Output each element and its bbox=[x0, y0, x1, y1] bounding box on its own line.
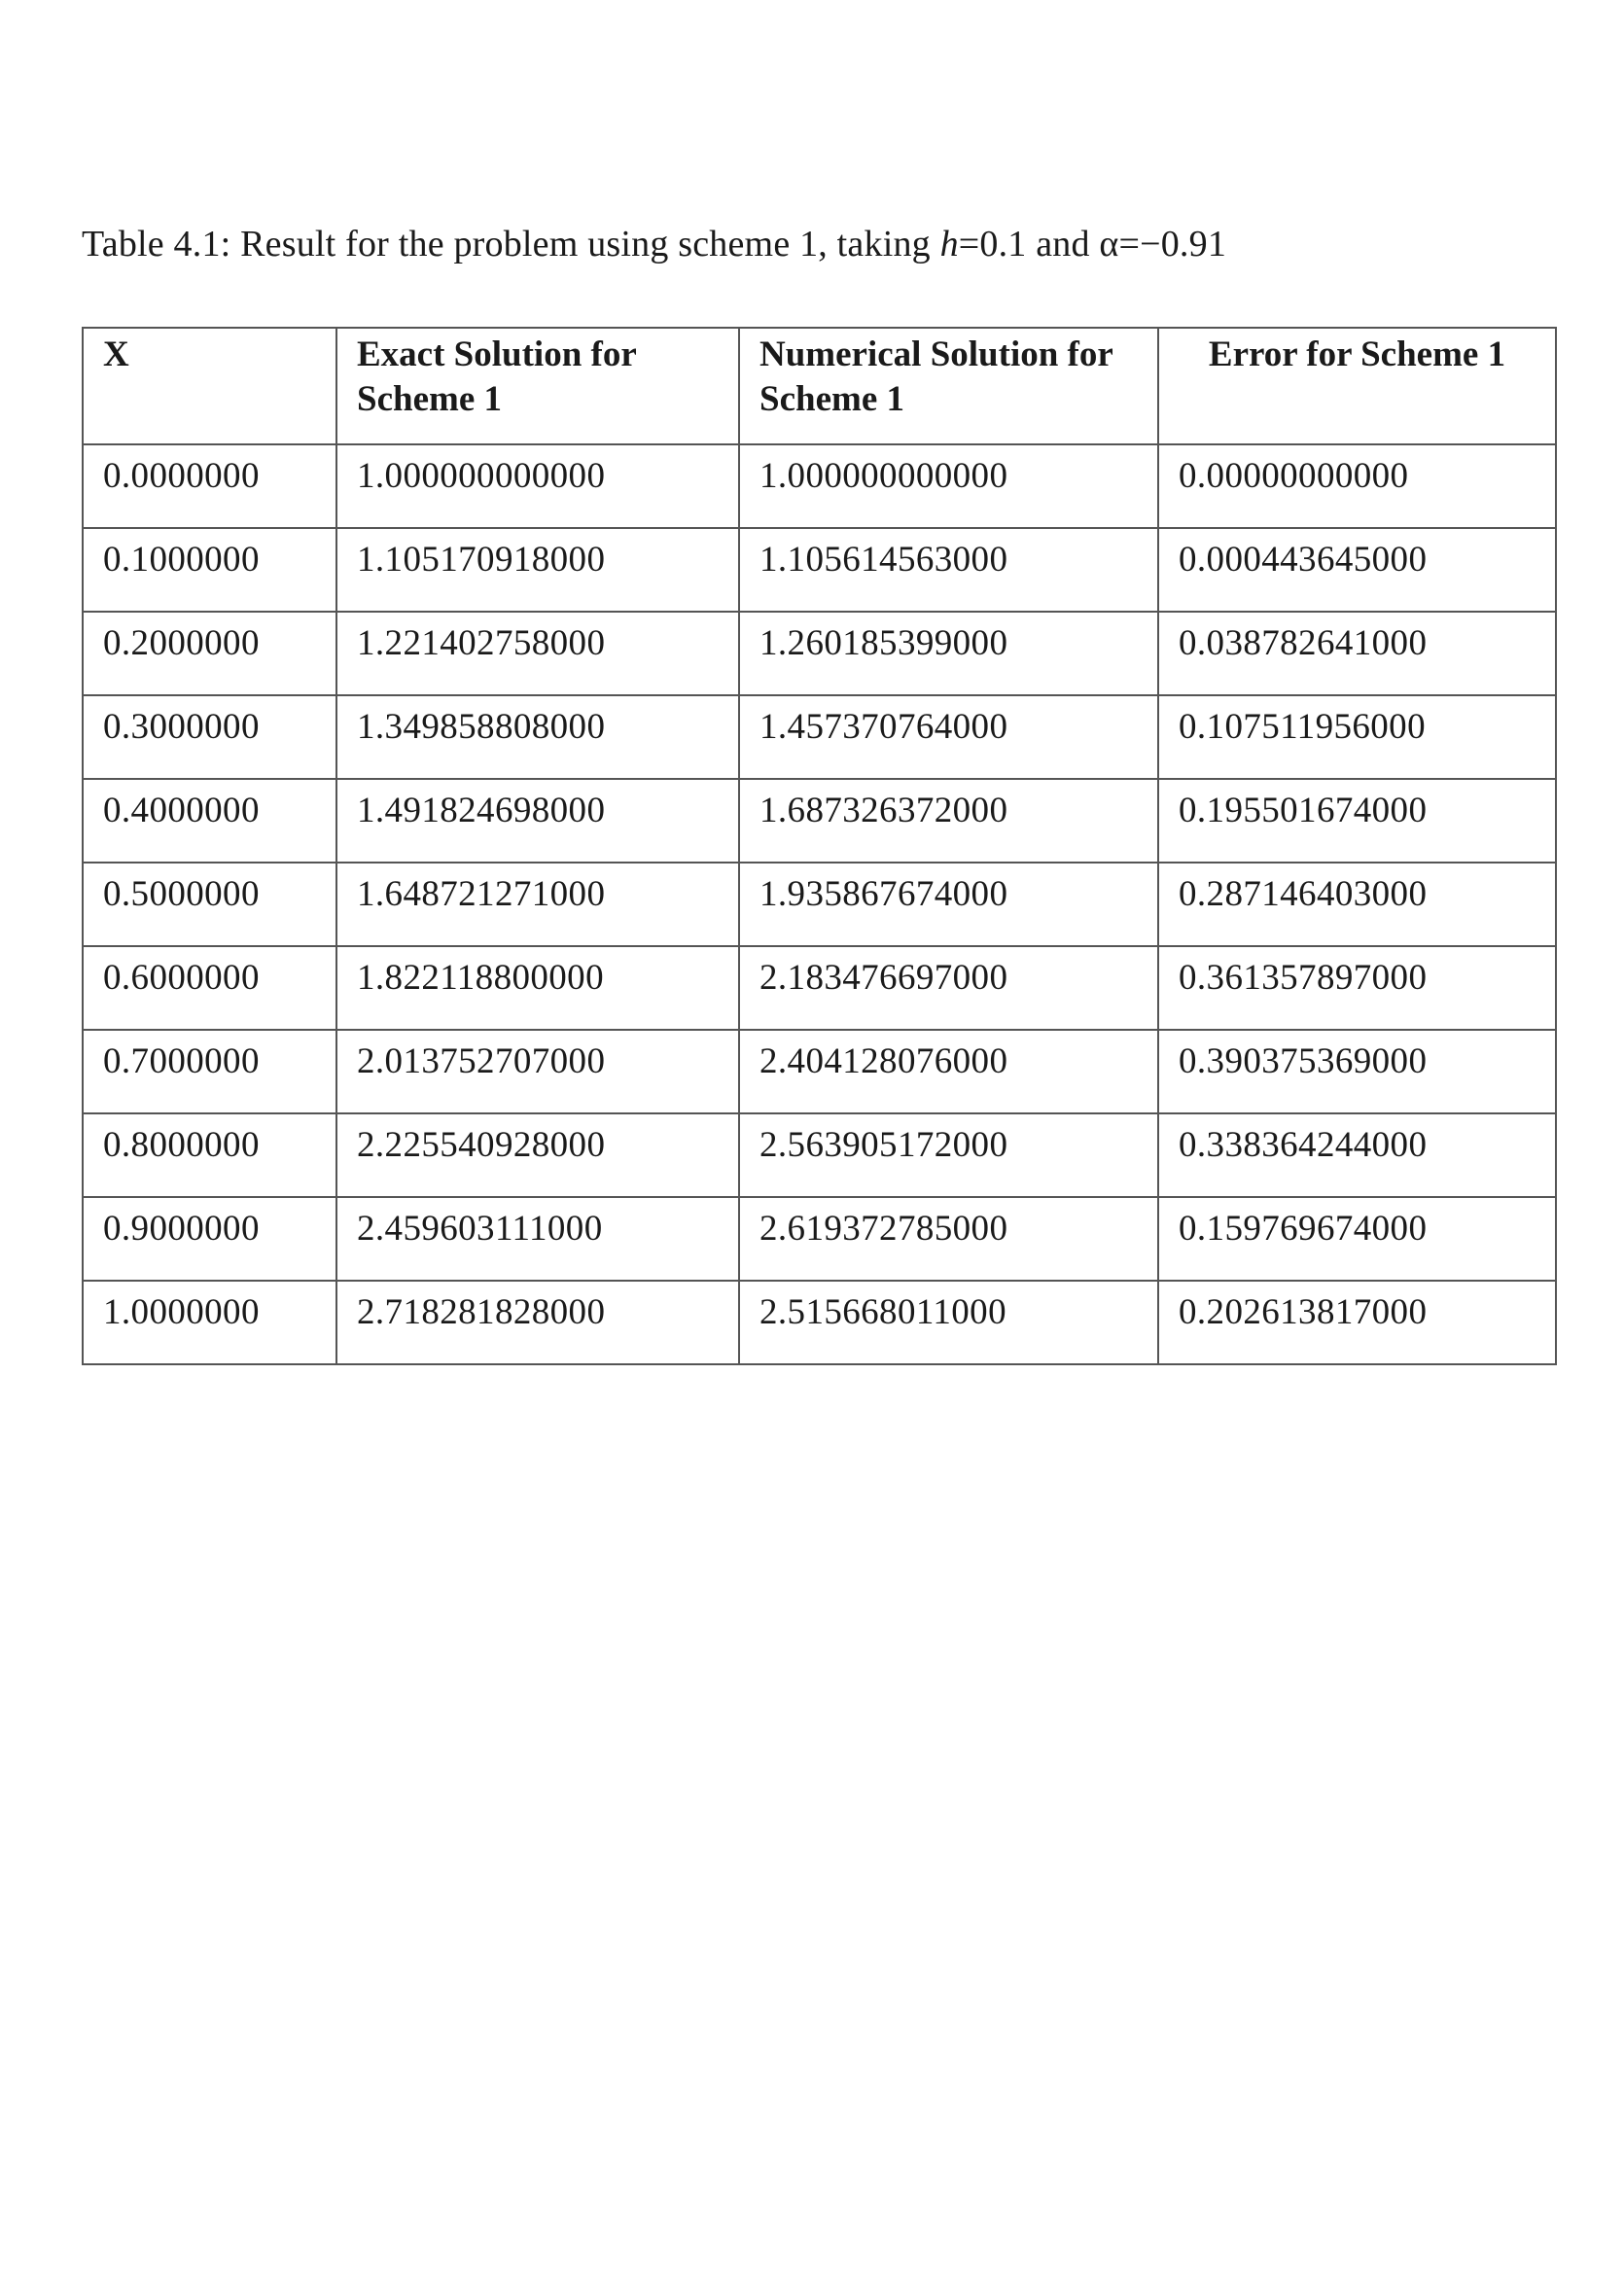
cell-x: 0.3000000 bbox=[83, 695, 336, 779]
cell-x: 1.0000000 bbox=[83, 1281, 336, 1364]
cell-error: 0.338364244000 bbox=[1158, 1113, 1556, 1197]
cell-error: 0.000443645000 bbox=[1158, 528, 1556, 612]
table-row bbox=[83, 1030, 1556, 1113]
table-row bbox=[83, 444, 1556, 528]
table-row bbox=[83, 863, 1556, 946]
cell-x: 0.6000000 bbox=[83, 946, 336, 1030]
cell-error: 0.00000000000 bbox=[1158, 444, 1556, 528]
cell-exact: 2.225540928000 bbox=[336, 1113, 739, 1197]
cell-error: 0.038782641000 bbox=[1158, 612, 1556, 695]
cell-error: 0.361357897000 bbox=[1158, 946, 1556, 1030]
cell-error: 0.195501674000 bbox=[1158, 779, 1556, 863]
cell-x: 0.4000000 bbox=[83, 779, 336, 863]
cell-x: 0.7000000 bbox=[83, 1030, 336, 1113]
table-row bbox=[83, 779, 1556, 863]
results-table bbox=[82, 327, 1557, 1365]
table-row bbox=[83, 528, 1556, 612]
header-x: X bbox=[83, 328, 336, 444]
cell-error: 0.390375369000 bbox=[1158, 1030, 1556, 1113]
cell-exact: 2.013752707000 bbox=[336, 1030, 739, 1113]
cell-numerical: 1.687326372000 bbox=[739, 779, 1158, 863]
cell-exact: 2.718281828000 bbox=[336, 1281, 739, 1364]
cell-exact: 1.822118800000 bbox=[336, 946, 739, 1030]
header-row bbox=[83, 328, 1556, 444]
cell-numerical: 2.404128076000 bbox=[739, 1030, 1158, 1113]
header-error: Error for Scheme 1 bbox=[1158, 328, 1556, 444]
cell-error: 0.107511956000 bbox=[1158, 695, 1556, 779]
cell-numerical: 2.563905172000 bbox=[739, 1113, 1158, 1197]
table-caption bbox=[82, 222, 1226, 266]
header-numerical-solution: Numerical Solution for Scheme 1 bbox=[739, 328, 1158, 444]
table-row bbox=[83, 1197, 1556, 1281]
cell-x: 0.8000000 bbox=[83, 1113, 336, 1197]
cell-error: 0.202613817000 bbox=[1158, 1281, 1556, 1364]
cell-exact: 1.648721271000 bbox=[336, 863, 739, 946]
cell-numerical: 1.260185399000 bbox=[739, 612, 1158, 695]
table-body bbox=[83, 444, 1556, 1364]
table-row bbox=[83, 1113, 1556, 1197]
table-row bbox=[83, 612, 1556, 695]
cell-exact: 2.459603111000 bbox=[336, 1197, 739, 1281]
cell-x: 0.2000000 bbox=[83, 612, 336, 695]
table-header bbox=[83, 328, 1556, 444]
table-row bbox=[83, 695, 1556, 779]
cell-numerical: 2.183476697000 bbox=[739, 946, 1158, 1030]
cell-numerical: 1.000000000000 bbox=[739, 444, 1158, 528]
cell-numerical: 2.515668011000 bbox=[739, 1281, 1158, 1364]
cell-x: 0.9000000 bbox=[83, 1197, 336, 1281]
cell-exact: 1.221402758000 bbox=[336, 612, 739, 695]
caption-h-value: =0.1 and α=−0.91 bbox=[958, 224, 1227, 264]
cell-numerical: 1.935867674000 bbox=[739, 863, 1158, 946]
cell-error: 0.159769674000 bbox=[1158, 1197, 1556, 1281]
cell-numerical: 1.105614563000 bbox=[739, 528, 1158, 612]
cell-x: 0.5000000 bbox=[83, 863, 336, 946]
caption-prefix: Table 4.1: Result for the problem using scheme 1, taking bbox=[82, 224, 940, 264]
cell-error: 0.287146403000 bbox=[1158, 863, 1556, 946]
table-row bbox=[83, 1281, 1556, 1364]
header-exact-solution: Exact Solution for Scheme 1 bbox=[336, 328, 739, 444]
cell-exact: 1.349858808000 bbox=[336, 695, 739, 779]
cell-numerical: 2.619372785000 bbox=[739, 1197, 1158, 1281]
cell-numerical: 1.457370764000 bbox=[739, 695, 1158, 779]
cell-exact: 1.491824698000 bbox=[336, 779, 739, 863]
caption-h-symbol: h bbox=[939, 224, 959, 264]
cell-exact: 1.000000000000 bbox=[336, 444, 739, 528]
cell-exact: 1.105170918000 bbox=[336, 528, 739, 612]
table-row bbox=[83, 946, 1556, 1030]
cell-x: 0.0000000 bbox=[83, 444, 336, 528]
cell-x: 0.1000000 bbox=[83, 528, 336, 612]
